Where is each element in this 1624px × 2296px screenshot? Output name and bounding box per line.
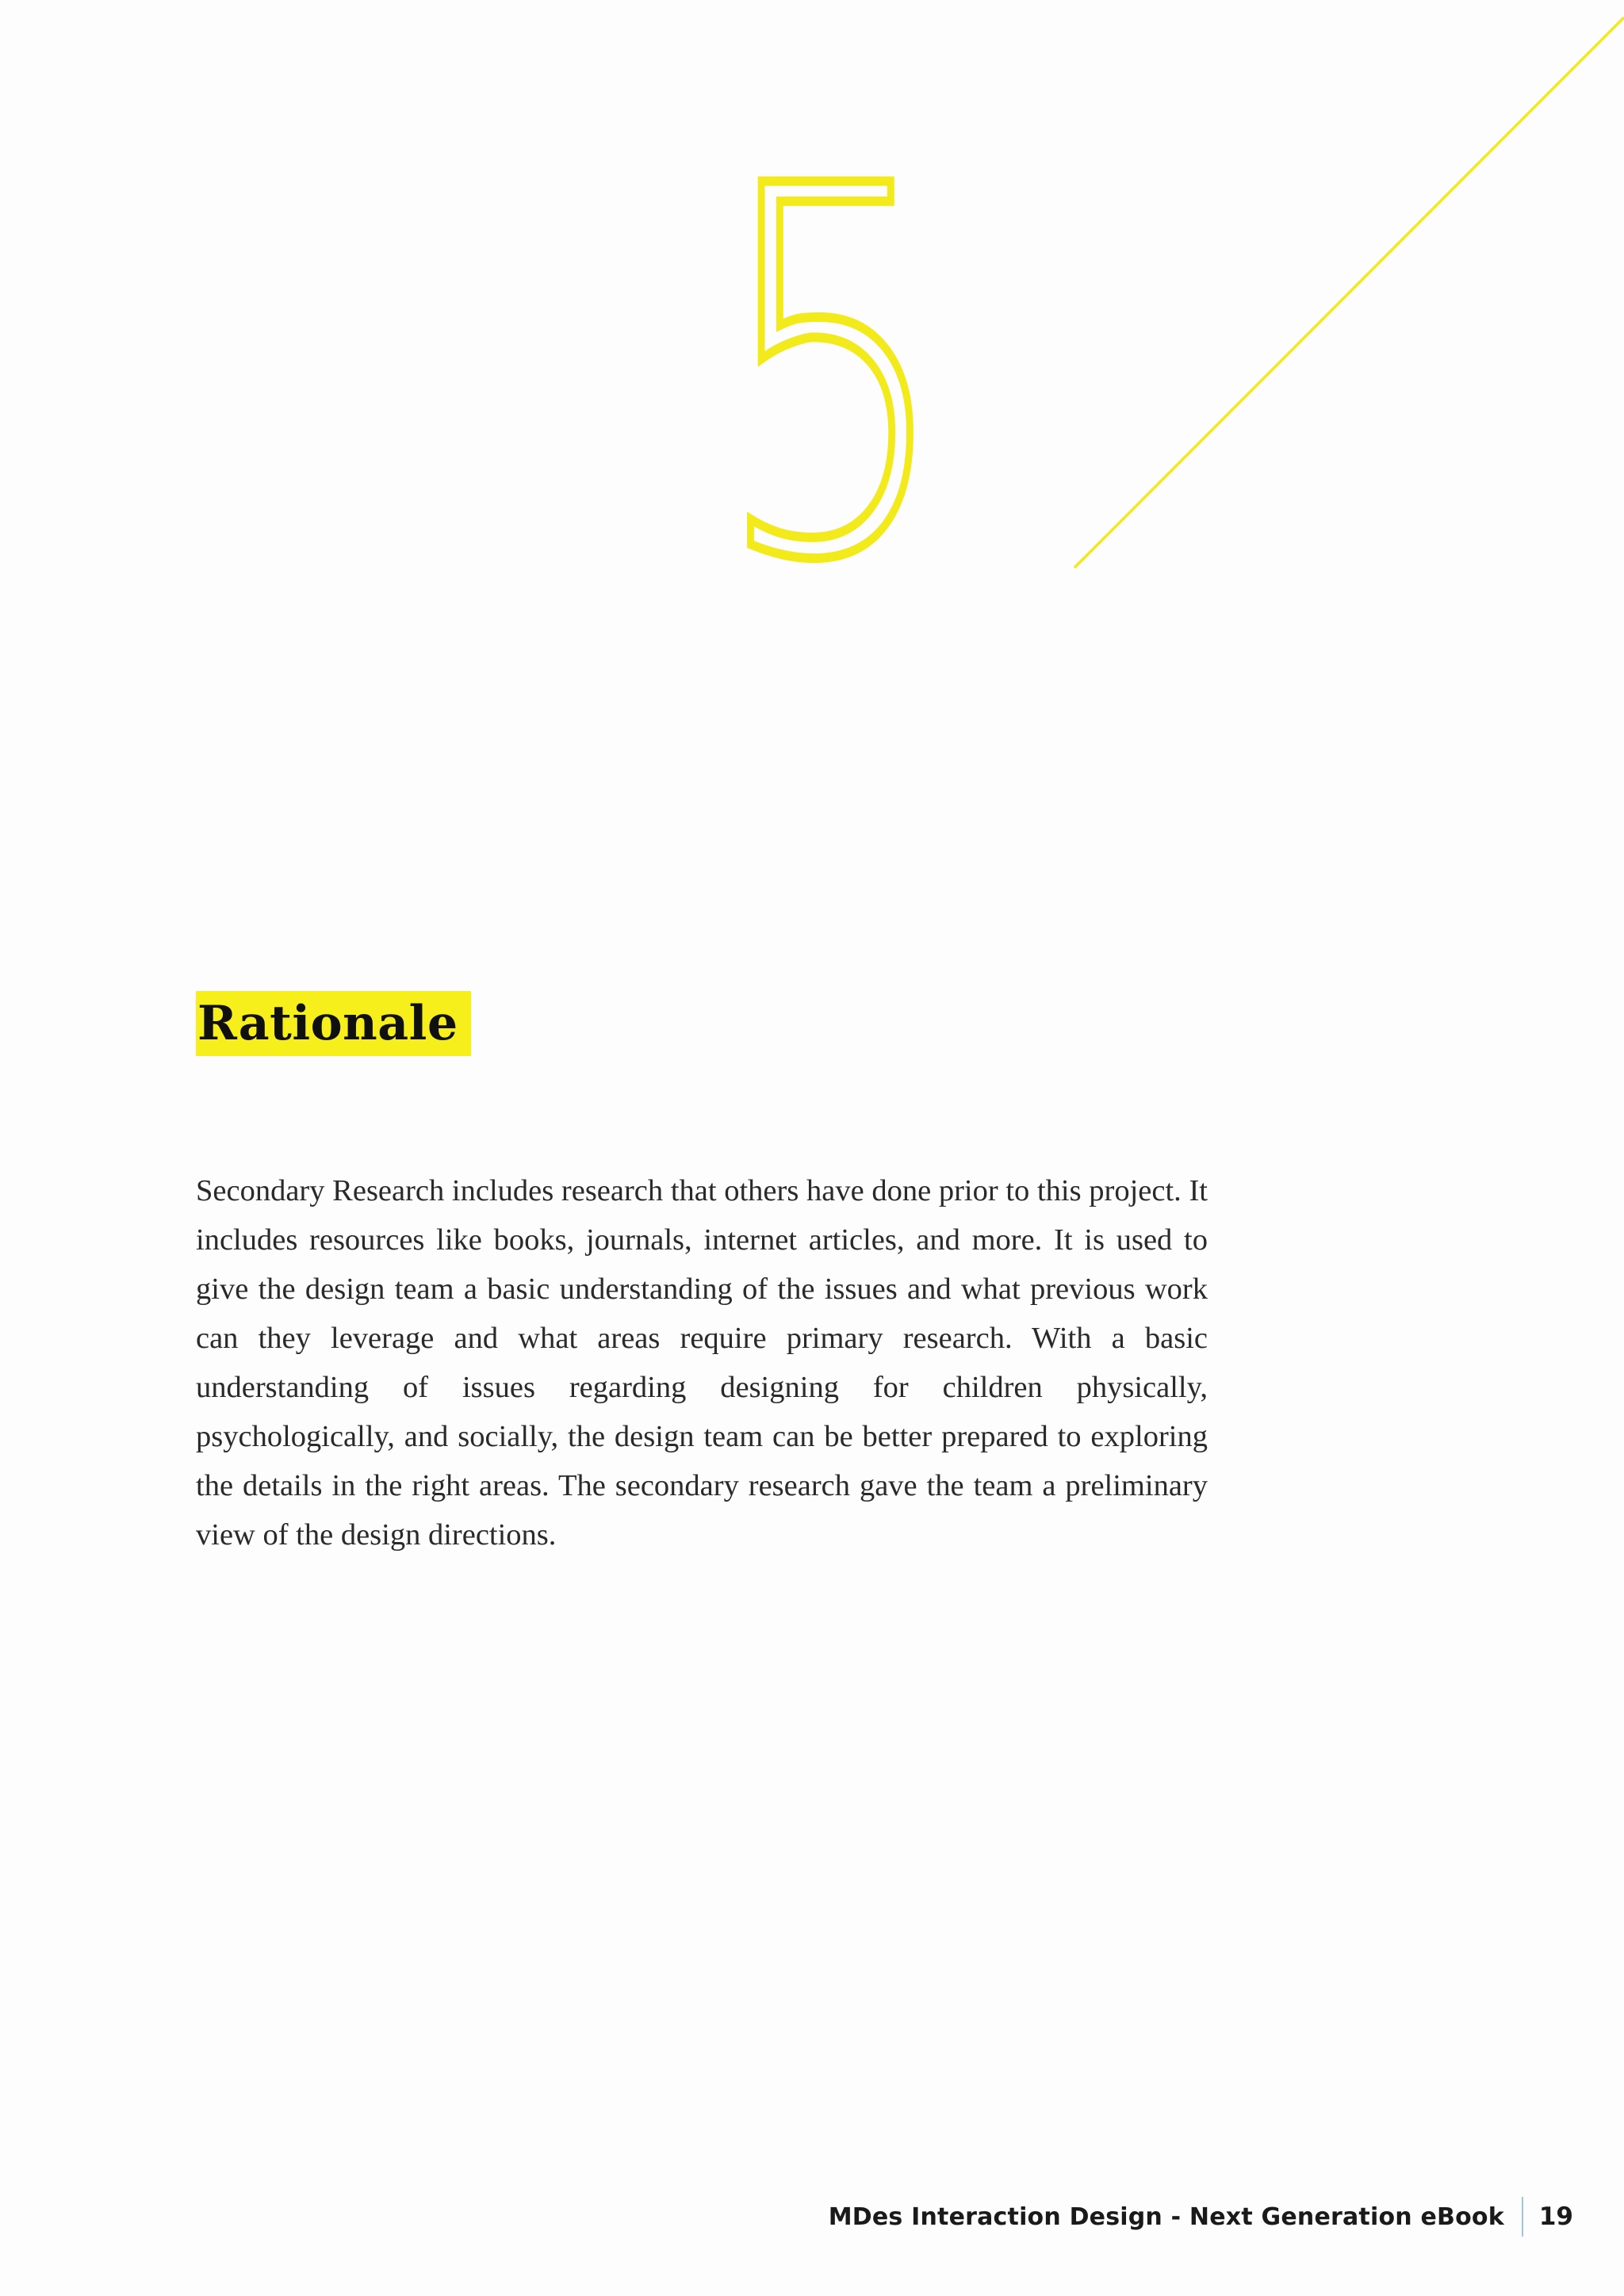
section-body-text: Secondary Research includes research that others have done prior to this project. It includes resources like books, journals, internet articles, and more. It is used to give the design team a basic understanding of the issues and what previous work can they leverage and what areas require primary research. With a basic understanding of issues regarding designing for children physically, psychologically, and socially, the design team can be better prepared to exploring the details in the right areas. The secondary research gave the team a preliminary view of the design directions. [196, 1173, 1208, 1552]
section-heading: Rationale [196, 991, 471, 1056]
chapter-number [666, 80, 999, 671]
page-footer [829, 2196, 1573, 2237]
footer-divider [1522, 2197, 1523, 2237]
footer-page-number: 19 [1538, 2202, 1573, 2231]
footer-publication-title: MDes Interaction Design - Next Generation eBook [828, 2202, 1504, 2231]
chapter-number-text: 5 [714, 80, 952, 671]
